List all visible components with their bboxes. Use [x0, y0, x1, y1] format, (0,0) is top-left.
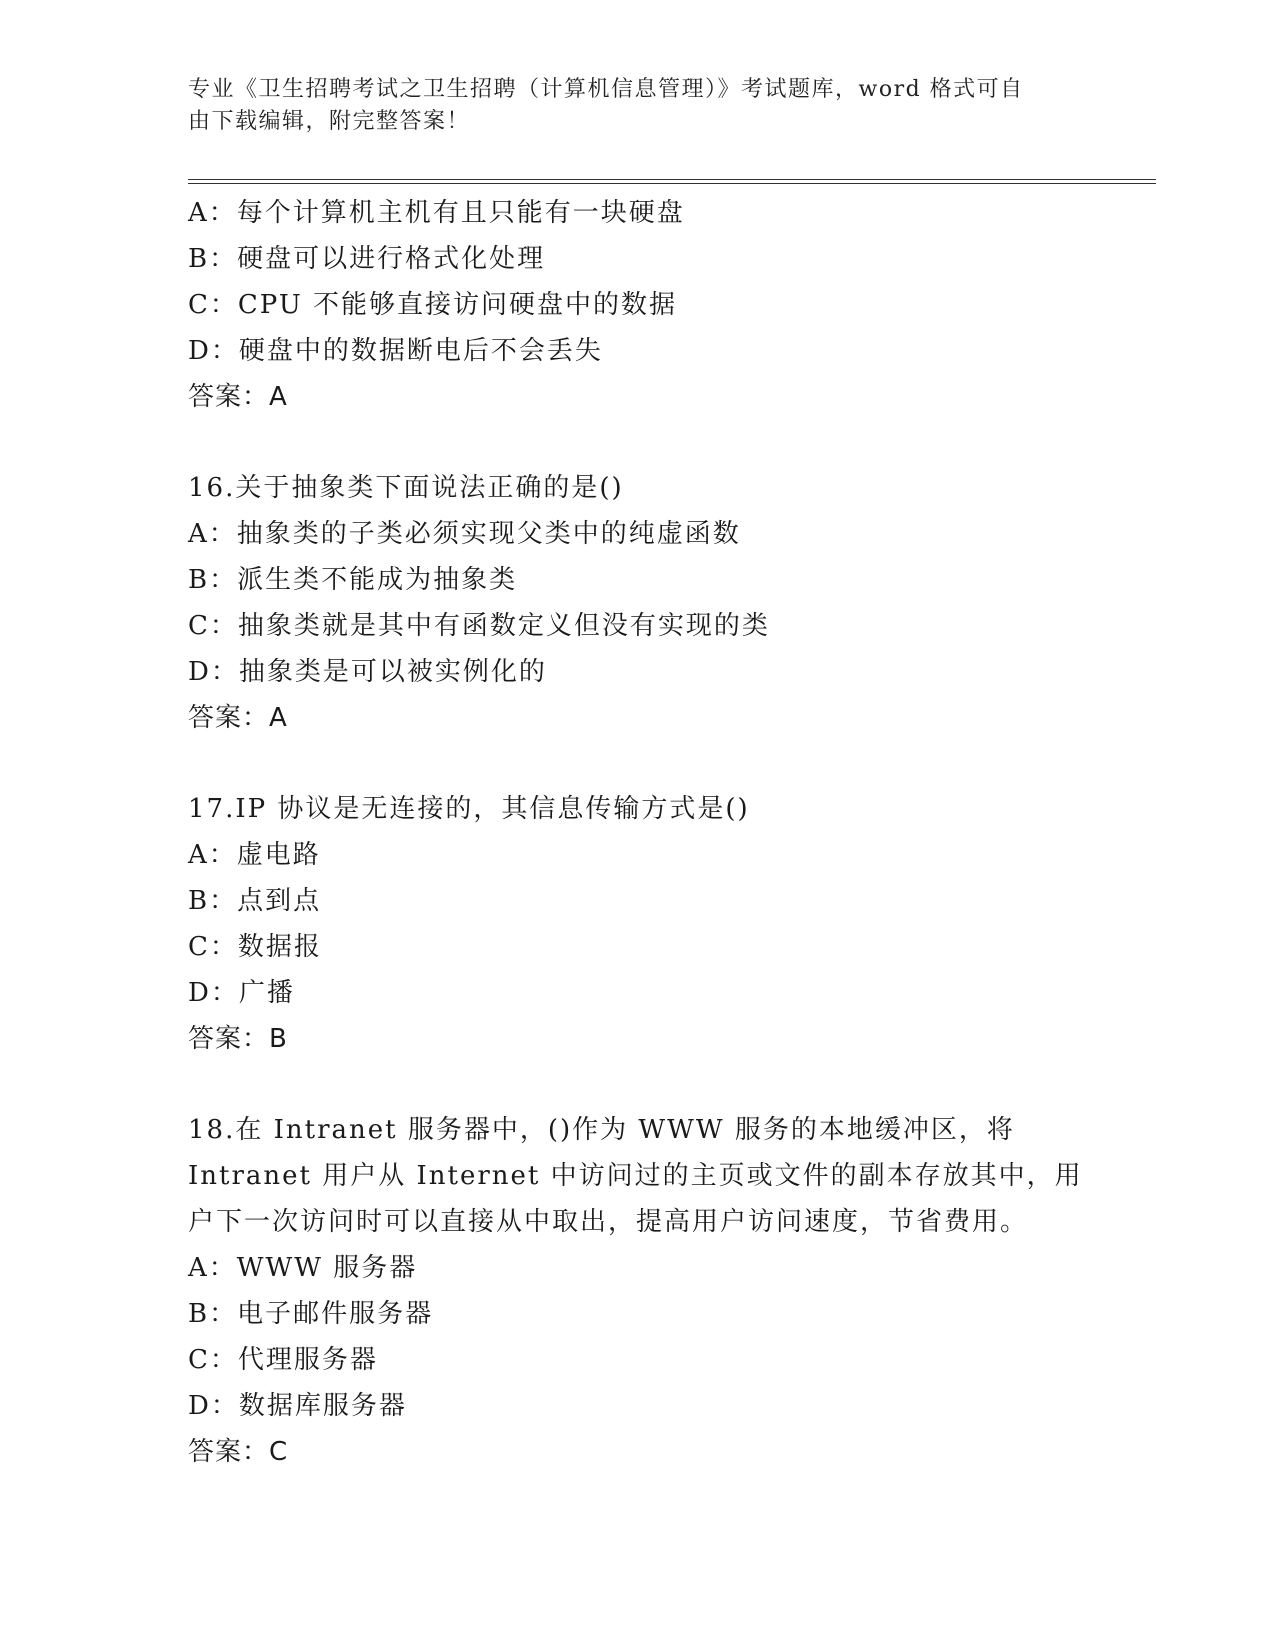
question-15 — [188, 190, 1088, 420]
option-b: B：硬盘可以进行格式化处理 — [188, 244, 546, 274]
answer-line: 答案：C — [188, 1437, 289, 1467]
question-18 — [188, 1107, 1088, 1475]
question-stem: 17.IP 协议是无连接的，其信息传输方式是() — [188, 794, 750, 824]
option-c: C：代理服务器 — [188, 1345, 378, 1375]
answer-line: 答案：B — [188, 1024, 288, 1054]
option-a: A：WWW 服务器 — [188, 1253, 418, 1283]
answer-line: 答案：A — [188, 703, 288, 733]
header-divider-top — [188, 179, 1156, 180]
option-c: C：数据报 — [188, 932, 322, 962]
option-d: D：数据库服务器 — [188, 1391, 407, 1421]
option-b: B：点到点 — [188, 886, 322, 916]
header-line-1: 专业《卫生招聘考试之卫生招聘（计算机信息管理）》考试题库，word 格式可自 — [188, 77, 1024, 102]
question-stem-line-2: Intranet 用户从 Internet 中访问过的主页或文件的副本存放其中，用 — [188, 1161, 1083, 1191]
document-header — [188, 74, 1068, 138]
question-17 — [188, 786, 1088, 1062]
option-c: C：CPU 不能够直接访问硬盘中的数据 — [188, 290, 678, 320]
question-16 — [188, 465, 1088, 741]
option-d: D：广播 — [188, 978, 295, 1008]
option-b: B：电子邮件服务器 — [188, 1299, 434, 1329]
option-a: A：抽象类的子类必须实现父类中的纯虚函数 — [188, 519, 741, 549]
question-stem-line-3: 户下一次访问时可以直接从中取出，提高用户访问速度，节省费用。 — [188, 1207, 1029, 1237]
header-line-2: 由下载编辑，附完整答案！ — [188, 109, 471, 134]
option-d: D：硬盘中的数据断电后不会丢失 — [188, 336, 603, 366]
answer-line: 答案：A — [188, 382, 288, 412]
option-a: A：虚电路 — [188, 840, 321, 870]
option-a: A：每个计算机主机有且只能有一块硬盘 — [188, 198, 685, 228]
option-c: C：抽象类就是其中有函数定义但没有实现的类 — [188, 611, 770, 641]
option-b: B：派生类不能成为抽象类 — [188, 565, 518, 595]
option-d: D：抽象类是可以被实例化的 — [188, 657, 547, 687]
header-divider-bottom — [188, 183, 1156, 184]
question-list — [188, 190, 1088, 1475]
question-stem: 16.关于抽象类下面说法正确的是() — [188, 473, 624, 503]
question-stem-line-1: 18.在 Intranet 服务器中，()作为 WWW 服务的本地缓冲区，将 — [188, 1115, 1015, 1145]
